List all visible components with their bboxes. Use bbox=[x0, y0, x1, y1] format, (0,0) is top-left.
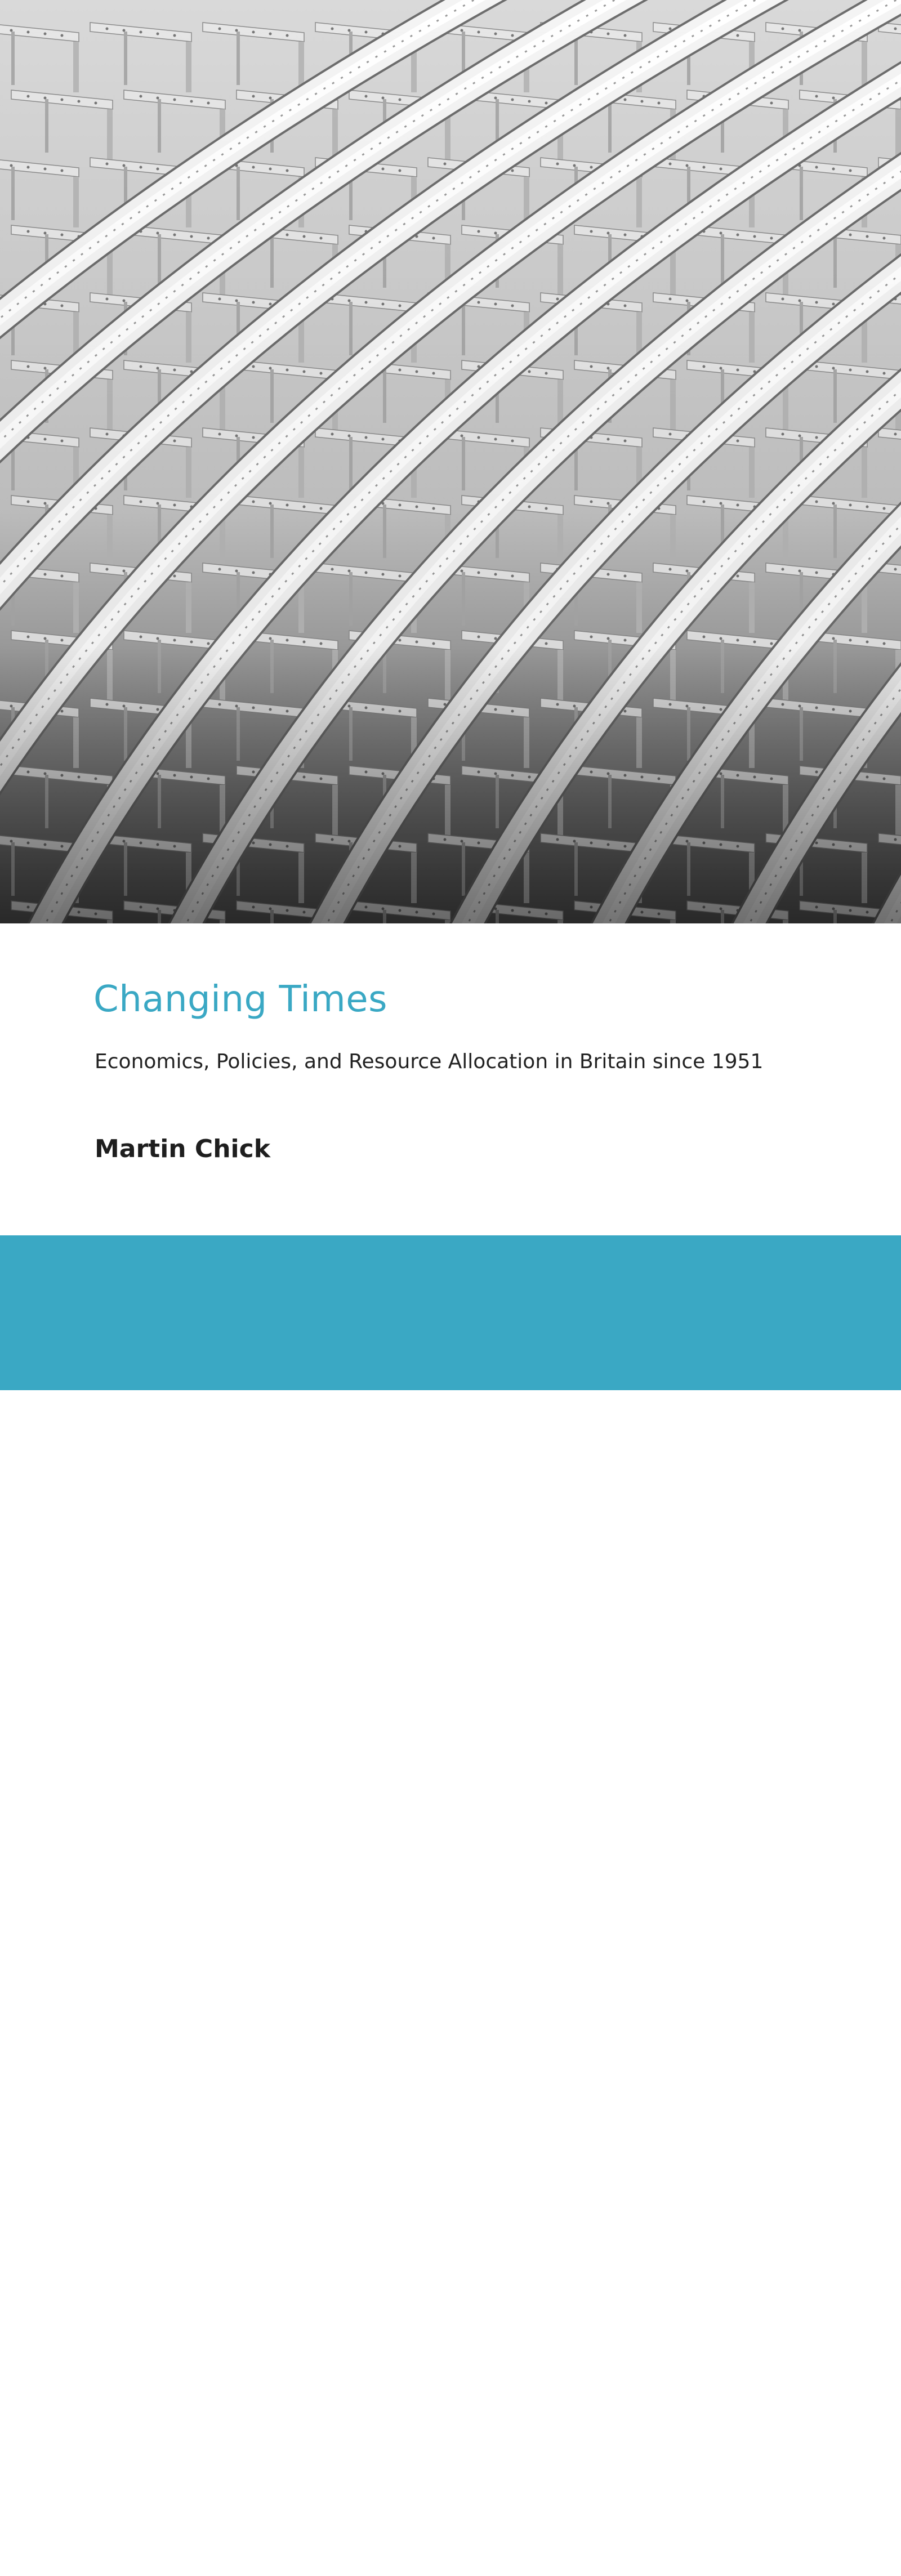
steel-arch-structure-image bbox=[0, 0, 901, 923]
book-title: Changing Times bbox=[93, 979, 387, 1020]
publisher-logo: OXFORD bbox=[95, 2548, 213, 2576]
cover-photo bbox=[0, 0, 901, 923]
author-name: Martin Chick bbox=[95, 1135, 270, 1163]
publisher-band bbox=[0, 1235, 901, 2576]
book-subtitle: Economics, Policies, and Resource Allocation in Britain since 1951 bbox=[95, 1050, 764, 1073]
